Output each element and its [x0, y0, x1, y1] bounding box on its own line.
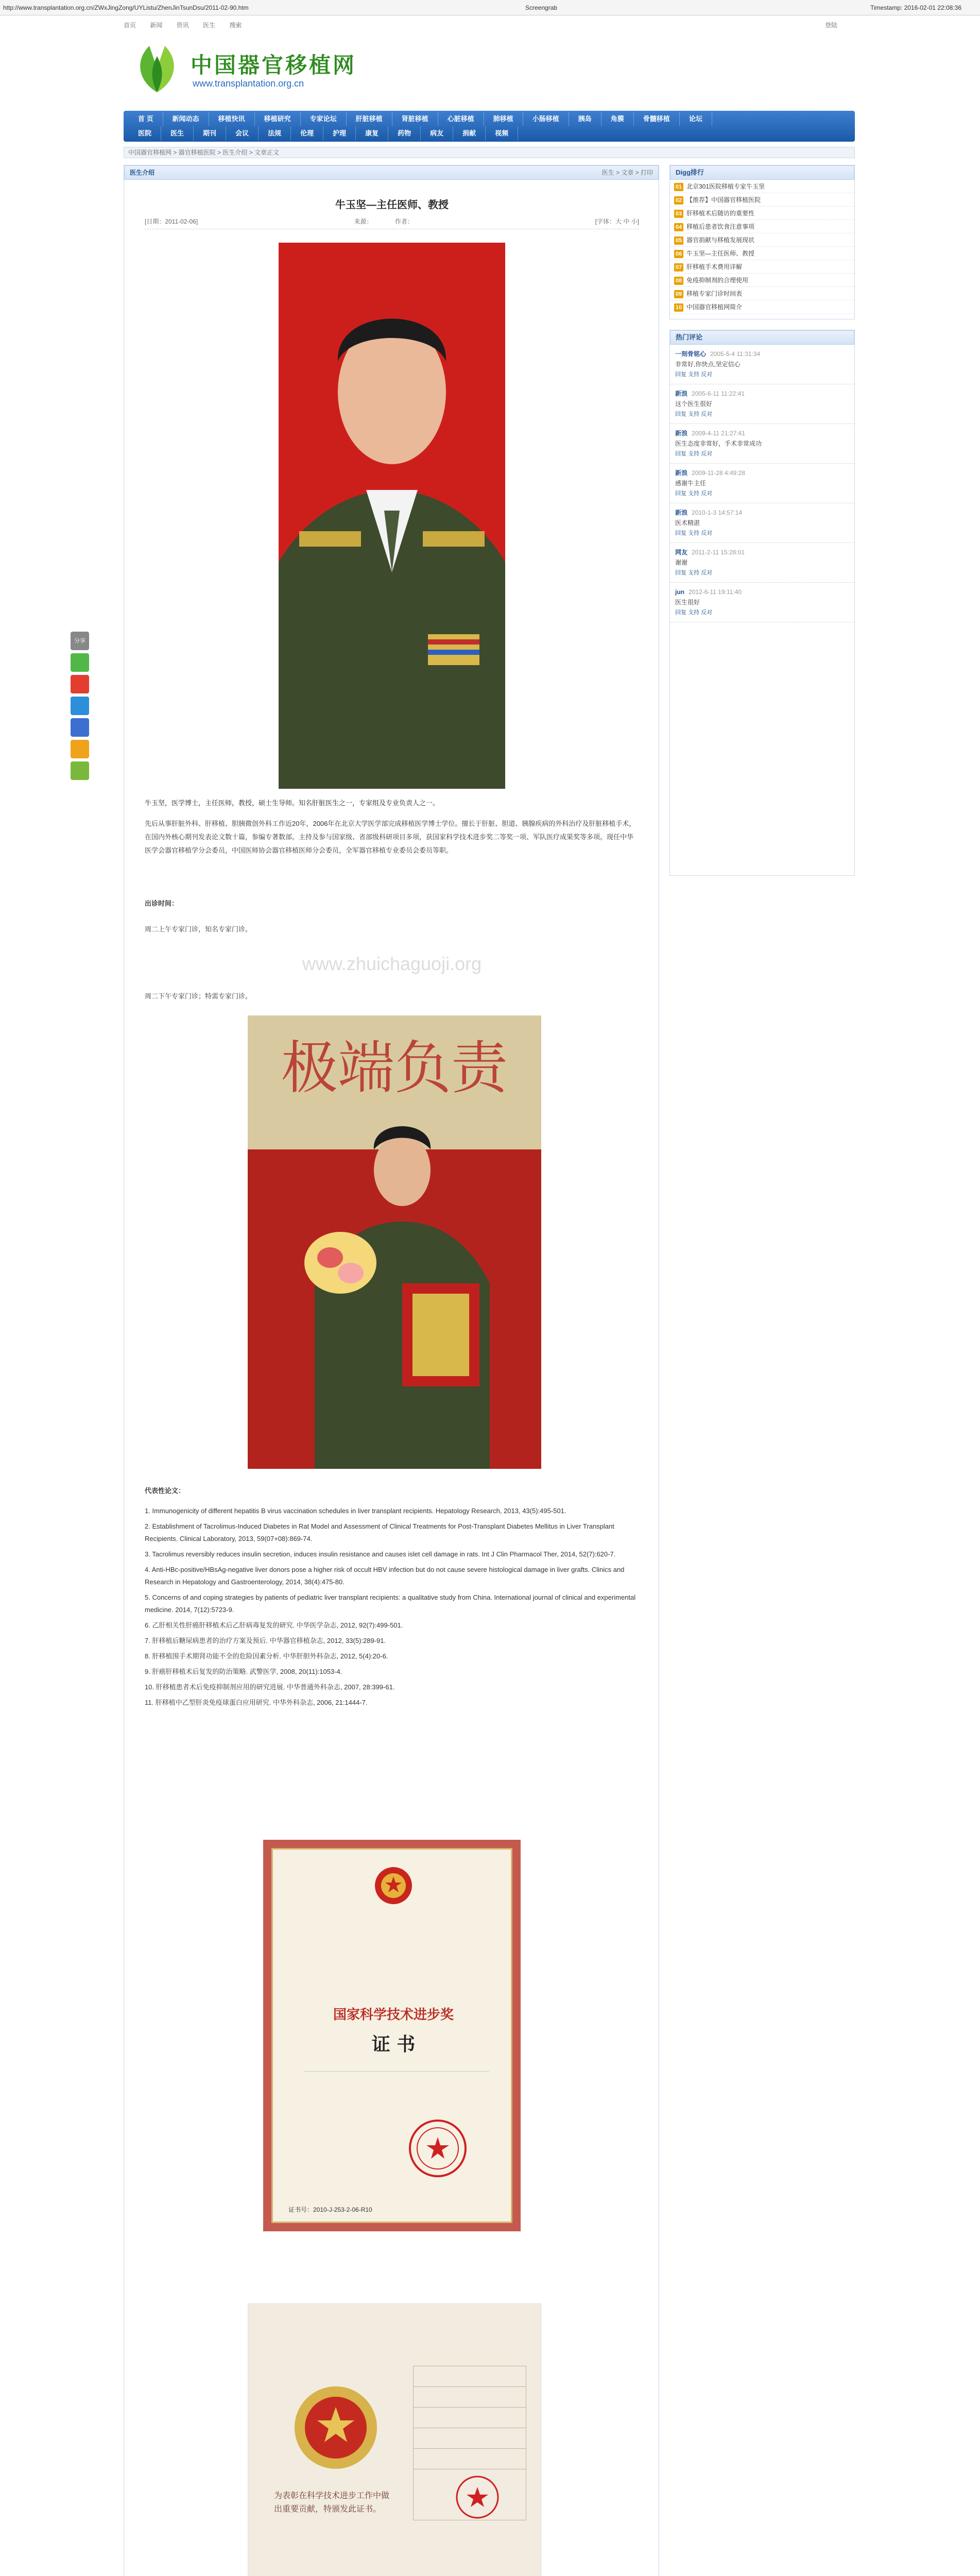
nav-item[interactable]: 新闻动态: [163, 112, 209, 126]
comment-actions[interactable]: 回复 支持 反对: [675, 490, 713, 497]
main-nav: [124, 111, 855, 142]
capture-info-bar: [0, 0, 980, 15]
award-photo: [248, 1015, 541, 1469]
qzone-icon[interactable]: [71, 740, 89, 758]
rank-box: [669, 165, 855, 319]
doctor-portrait: [279, 243, 505, 789]
papers-heading: 代表性论文：: [145, 1487, 185, 1495]
capture-url: http://www.transplantation.org.cn/ZWxJingZong/UYListu/ZhenJinTsunDsu/2011-02-90.htm: [3, 4, 249, 11]
top-link[interactable]: 新闻: [150, 22, 163, 29]
site-logo[interactable]: [129, 38, 397, 100]
side-comment: 一刻骨铭心 2005-5-4 11:31:34 非常好,你快点,坚定信心 回复 支持 反对: [670, 345, 854, 384]
nav-item[interactable]: 论坛: [680, 112, 712, 126]
rank-item[interactable]: 05 器官捐献与移植发展现状: [670, 233, 854, 247]
red-seal-icon: [454, 2474, 501, 2520]
emblem-icon: [289, 2381, 382, 2474]
nav-item[interactable]: 药物: [388, 126, 421, 141]
paper-item: 2. Establishment of Tacrolimus-Induced Diabetes in Rat Model and Assessment of Clinical Treatments for Post-Transplant Diabetes Mellitus in Liver Transplant Recipients. Clinical Laboratory, 2013, 59(07+08):869-74.: [145, 1522, 614, 1543]
nav-item[interactable]: 肾脏移植: [392, 112, 438, 126]
certificate-2-text: 为表彰在科学技术进步工作中做出重要贡献，特颁发此证书。: [274, 2492, 390, 2514]
article-title: 牛玉坚—主任医师、教授: [335, 199, 449, 211]
paper-item: 3. Tacrolimus reversibly reduces insulin secretion, induces insulin resistance and causes islet cell damage in rats. Int J Clin Pharmacol Ther, 2014, 52(7):620-7.: [145, 1550, 616, 1558]
nav-item[interactable]: 护理: [323, 126, 356, 141]
schedule-heading: 出诊时间：: [145, 900, 179, 907]
login-link[interactable]: 登陆: [824, 22, 837, 29]
schedule-line-1: 周二上午专家门诊，知名专家门诊。: [145, 925, 252, 933]
military-certificate: [248, 2303, 541, 2576]
article-source: 来源：: [354, 218, 373, 225]
font-size-control[interactable]: [字体：大 中 小]: [595, 218, 639, 225]
top-link[interactable]: 搜索: [229, 22, 242, 29]
certificate-number: 证书号：2010-J-253-2-06-R10: [288, 2206, 372, 2213]
top-link[interactable]: 资讯: [176, 22, 189, 29]
capture-timestamp: Timestamp: 2016-02-01 22:08:36: [870, 4, 961, 11]
nav-row-1: [129, 112, 850, 126]
rank-item[interactable]: 07 肝移植手术费用详解: [670, 260, 854, 274]
comment-actions[interactable]: 回复 支持 反对: [675, 371, 713, 378]
rank-item[interactable]: 04 移植后患者饮食注意事项: [670, 220, 854, 233]
paper-item: 4. Anti-HBc-positive/HBsAg-negative liver donors pose a higher risk of occult HBV infection but do not cause severe histological damage in liver grafts. Clinics and Research in Hepatology and Gastroenterology, 2014, 38(4):475-80.: [145, 1566, 625, 1586]
article-head-label: 医生介绍: [130, 169, 155, 176]
nav-item[interactable]: 伦理: [291, 126, 323, 141]
papers-list: [145, 1505, 639, 1712]
nav-item[interactable]: 移植快讯: [209, 112, 255, 126]
nav-item[interactable]: 医生: [161, 126, 194, 141]
hot-comments-head: 热门评论: [670, 330, 854, 345]
article-meta: [145, 217, 639, 229]
watermark: www.zhuichaguoji.org: [302, 953, 482, 974]
nav-item[interactable]: 首 页: [129, 112, 163, 126]
hot-comments-box: [669, 330, 855, 876]
nav-item[interactable]: 视频: [486, 126, 518, 141]
top-link[interactable]: 医生: [203, 22, 216, 29]
comment-actions[interactable]: 回复 支持 反对: [675, 570, 713, 576]
nav-row-2: [129, 126, 850, 141]
nav-item[interactable]: 骨髓移植: [634, 112, 680, 126]
wechat-icon[interactable]: [71, 653, 89, 672]
paper-item: 7. 肝移植后糖尿病患者的治疗方案及预后. 中华器官移植杂志, 2012, 33(5):289-91.: [145, 1637, 386, 1645]
sidebar: [669, 165, 855, 1247]
red-seal-icon: [407, 2117, 469, 2179]
comment-actions[interactable]: 回复 支持 反对: [675, 451, 713, 457]
article-head: [124, 165, 659, 180]
paper-item: 5. Concerns of and coping strategies by patients of pediatric liver transplant recipients: a qualitative study from China. International journal of clinical and experimental medicine. 2014, 7(12):5723-9.: [145, 1594, 636, 1614]
svg-text:极端负责: 极端负责: [281, 1035, 508, 1101]
nav-item[interactable]: 专家论坛: [301, 112, 347, 126]
share-label: 分享: [71, 632, 89, 650]
leaf-logo-icon: [129, 41, 185, 97]
side-comment: 新浪 2010-1-3 14:57:14 医术精湛 回复 支持 反对: [670, 503, 854, 543]
article-head-tools[interactable]: 医生 > 文章 > 打印: [601, 169, 653, 176]
article-intro: 牛玉坚，医学博士，主任医师，教授，硕士生导师。知名肝脏医生之一，专家组及专业负责人之一。: [145, 799, 440, 807]
comment-actions[interactable]: 回复 支持 反对: [675, 530, 713, 536]
floating-share-bar: [62, 629, 98, 814]
rank-item[interactable]: 01 北京301医院移植专家牛玉坚: [670, 180, 854, 193]
article-body: 先后从事肝脏外科、肝移植、胆胰微创外科工作近20年，2006年在北京大学医学部完成移植医学博士学位。擅长于肝脏、胆道、胰腺疾病的外科治疗及肝脏移植手术，在国内外核心期刊发表论文数十篇，参编专著数部。主持及参与国家级、省部级科研项目多项，获国家科学技术进步奖二等奖一项、军队医疗成果奖等多项。现任中华医学会器官移植学分会委员，中国医师协会器官移植医师分会委员，全军器官移植专业委员会委员等职。: [145, 820, 636, 854]
side-comment: 网友 2011-2-11 15:28:01 谢谢 回复 支持 反对: [670, 543, 854, 583]
national-award-certificate: [263, 1840, 521, 2231]
more-icon[interactable]: [71, 761, 89, 780]
nav-item[interactable]: 期刊: [194, 126, 226, 141]
certificate-title: 国家科学技术进步奖: [333, 2007, 454, 2023]
nav-item[interactable]: 法规: [259, 126, 291, 141]
article-author: 作者：: [394, 218, 414, 225]
rank-item[interactable]: 10 中国器官移植网简介: [670, 300, 854, 314]
nav-item[interactable]: 康复: [356, 126, 388, 141]
certificate-subtitle: 证 书: [371, 2033, 416, 2055]
top-links: [124, 21, 855, 33]
nav-item[interactable]: 医院: [129, 126, 161, 141]
side-comment: 新浪 2005-6-11 11:22:41 这个医生很好 回复 支持 反对: [670, 384, 854, 424]
nav-item[interactable]: 肺移植: [484, 112, 523, 126]
side-comment: 新浪 2009-11-28 4:49:28 感谢牛主任 回复 支持 反对: [670, 464, 854, 503]
paper-item: 11. 肝移植中乙型肝炎免疫球蛋白应用研究. 中华外科杂志, 2006, 21:1444-7.: [145, 1699, 368, 1706]
nav-item[interactable]: 小肠移植: [523, 112, 569, 126]
rank-item[interactable]: 09 移植专家门诊时间表: [670, 287, 854, 300]
article-date: [日期：2011-02-06]: [145, 218, 198, 225]
main-column: [124, 165, 659, 2576]
logo-en-text: www.transplantation.org.cn: [193, 78, 304, 89]
nav-item[interactable]: 移植研究: [255, 112, 301, 126]
rank-item[interactable]: 03 肝移植术后随访的重要性: [670, 207, 854, 220]
comment-actions[interactable]: 回复 支持 反对: [675, 609, 713, 616]
paper-item: 8. 肝移植围手术期肾功能不全的危险因素分析. 中华肝胆外科杂志, 2012, 5(4):20-6.: [145, 1652, 388, 1660]
paper-item: 9. 肝癌肝移植术后复发的防治策略. 武警医学, 2008, 20(11):1053-4.: [145, 1668, 342, 1675]
article-panel: [124, 165, 659, 2576]
nav-item[interactable]: 病友: [421, 126, 453, 141]
nav-item[interactable]: 会议: [226, 126, 259, 141]
schedule-line-2: 周二下午专家门诊；特需专家门诊。: [145, 992, 252, 1000]
nav-item[interactable]: 捐献: [453, 126, 486, 141]
nav-item[interactable]: 肝脏移植: [347, 112, 392, 126]
side-comment: jun 2012-6-11 19:11:40 医生很好 回复 支持 反对: [670, 583, 854, 622]
breadcrumb: 中国器官移植网 > 器官移植医院 > 医生介绍 > 文章正文: [124, 147, 855, 158]
nav-item[interactable]: 心脏移植: [438, 112, 484, 126]
renren-icon[interactable]: [71, 718, 89, 737]
logo-cn-text: 中国器官移植网: [191, 53, 357, 77]
national-emblem-icon: [373, 1865, 414, 1906]
page-wrapper: [74, 15, 855, 2576]
rank-item[interactable]: 08 免疫抑制剂的合理使用: [670, 274, 854, 287]
paper-item: 6. 乙肝相关性肝癌肝移植术后乙肝病毒复发的研究. 中华医学杂志, 2012, 92(7):499-501.: [145, 1621, 403, 1629]
rank-item[interactable]: 02 【推荐】中国器官移植医院: [670, 193, 854, 207]
rank-item[interactable]: 06 牛玉坚—主任医师、教授: [670, 247, 854, 260]
comment-actions[interactable]: 回复 支持 反对: [675, 411, 713, 417]
paper-item: 10. 肝移植患者术后免疫抑制剂应用的研究进展. 中华普通外科杂志, 2007, 28:399-61.: [145, 1683, 395, 1691]
nav-item[interactable]: 角膜: [601, 112, 634, 126]
qq-icon[interactable]: [71, 697, 89, 715]
paper-item: 1. Immunogenicity of different hepatitis B virus vaccination schedules in liver transplant recipients. Hepatology Research, 2013, 43(5):495-501.: [145, 1507, 566, 1515]
nav-item[interactable]: 胰岛: [569, 112, 601, 126]
rank-head: Digg排行: [670, 165, 854, 180]
capture-tag: Screengrab: [525, 4, 558, 11]
top-link[interactable]: 首页: [124, 22, 136, 29]
side-comment: 新浪 2009-4-11 21:27:41 医生态度非常好，手术非常成功 回复 支持 反对: [670, 424, 854, 464]
weibo-icon[interactable]: [71, 675, 89, 693]
